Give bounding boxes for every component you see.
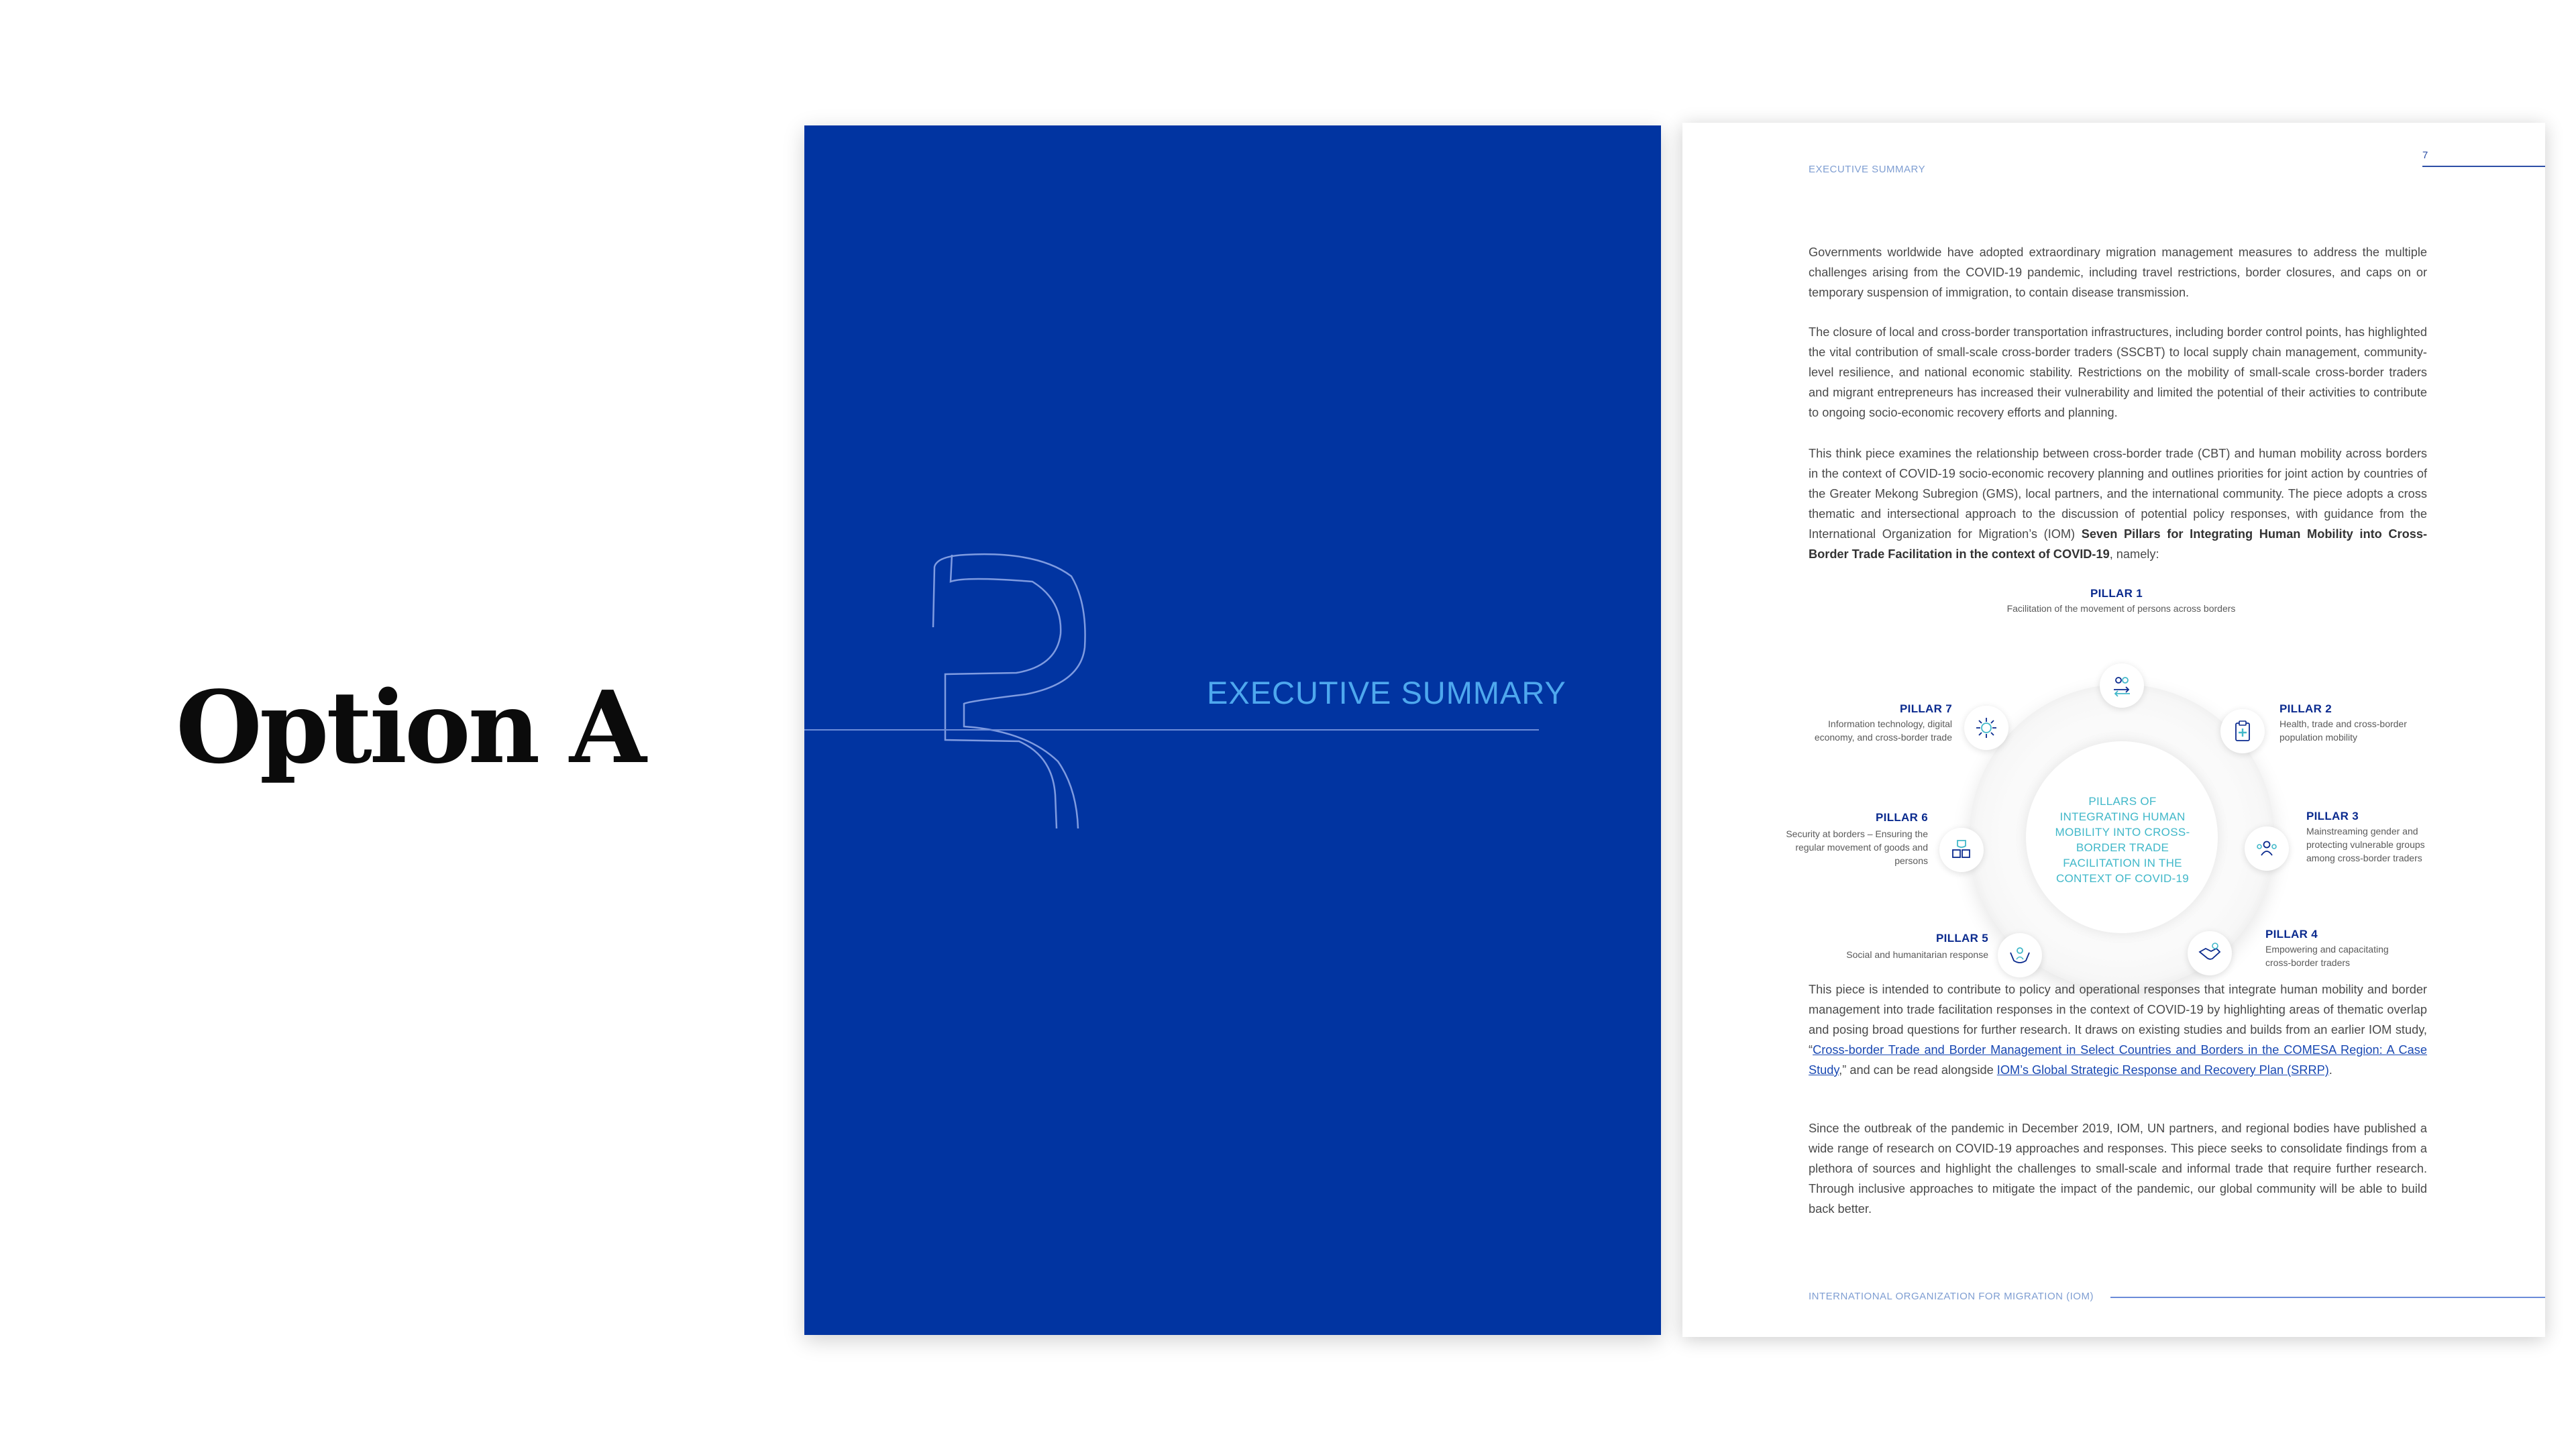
chapter-divider-line: [804, 729, 1539, 731]
paragraph-4-mid: ,” and can be read alongside: [1839, 1063, 1997, 1077]
group-icon: [2245, 826, 2289, 871]
digital-chip-icon: [1964, 706, 2008, 750]
option-label: Option A: [176, 669, 644, 786]
paragraph-3: [1809, 443, 2427, 564]
pillar-4-title: PILLAR 4: [2265, 928, 2318, 941]
srrp-link[interactable]: IOM’s Global Strategic Response and Recovery Plan (SRRP): [1996, 1063, 2329, 1077]
paragraph-4-text: This piece is intended to contribute to policy and operational responses that integrate human mobility and border management into trade facilitation responses in the context of COVID-19 by highlighting areas of thematic overlap and posing broad questions for further research. It draws on existing studies and builds from an earlier IOM study, “: [1809, 983, 2427, 1057]
pillar-2-title: PILLAR 2: [2279, 702, 2332, 715]
paragraph-2: The closure of local and cross-border transportation infrastructures, including border control points, has highlighted the vital contribution of small-scale cross-border traders (SSCBT) to local supply chain management, community-level resilience, and national economic stability. Restrictions on the mobility of small-scale cross-border traders and migrant entrepreneurs has increased their vulnerability and limited the potential of their activities to contribute to ongoing socio-economic recovery efforts and planning.: [1809, 325, 2427, 419]
health-clipboard-icon: [2220, 709, 2265, 753]
pillar-1-title: PILLAR 1: [2090, 587, 2143, 600]
page-number: 7: [2422, 150, 2428, 161]
people-exchange-icon: [2100, 663, 2144, 708]
pillar-7-title: PILLAR 7: [1900, 702, 1952, 715]
chapter-cover-page: [804, 125, 1661, 1335]
paragraph-1: Governments worldwide have adopted extraordinary migration management measures to address the multiple challenges arising from the COVID-19 pandemic, including travel restrictions, border closures, and caps on or temporary suspension of immigration, to contain disease transmission.: [1809, 246, 2427, 299]
pillar-3-title: PILLAR 3: [2306, 810, 2359, 822]
pillar-1-desc: Facilitation of the movement of persons across borders: [2006, 603, 2236, 614]
footer-rule: [2110, 1297, 2545, 1298]
security-boxes-icon: [1939, 828, 1984, 872]
pillar-5-title: PILLAR 5: [1936, 932, 1988, 945]
hands-person-icon: [1998, 933, 2042, 977]
paragraph-5: Since the outbreak of the pandemic in December 2019, IOM, UN partners, and regional bodies have published a wide range of research on COVID-19 approaches and responses. This piece seeks to consolidate findings from a plethora of sources and highlight the challenges to small-scale and informal trade that require further research. Through inclusive approaches to mitigate the impact of the pandemic, our global community will be able to build back better.: [1809, 1122, 2427, 1216]
chapter-numeral-graphic: [925, 515, 1093, 837]
pillars-center-text: PILLARS OF INTEGRATING HUMAN MOBILITY INTO CROSS-BORDER TRADE FACILITATION IN THE CONTEXT OF COVID-19: [2055, 795, 2190, 885]
paragraph-4-end: .: [2328, 1063, 2332, 1077]
running-head: EXECUTIVE SUMMARY: [1809, 164, 1926, 175]
page-footer: INTERNATIONAL ORGANIZATION FOR MIGRATION (IOM): [1809, 1291, 2094, 1302]
pillar-6-title: PILLAR 6: [1876, 811, 1928, 824]
executive-summary-page: [1682, 123, 2545, 1337]
paragraph-3-text: This think piece examines the relationship between cross-border trade (CBT) and human mobility across borders in the context of COVID-19 socio-economic recovery planning and outlines priorities for joint action by countries of the Greater Mekong Subregion (GMS), local partners, and the international community. The piece adopts a cross thematic and intersectional approach to the discussion of potential policy responses, with guidance from the International Organization for Migration’s (IOM): [1809, 447, 2427, 541]
paragraph-4: [1809, 979, 2427, 1080]
chapter-title: EXECUTIVE SUMMARY: [1207, 675, 1566, 710]
header-rule: [2422, 166, 2545, 167]
pillar-7-desc: Information technology, digital economy, and cross-border trade: [1814, 718, 1952, 743]
pillars-diagram: [1682, 586, 2545, 968]
pillar-6-desc: Security at borders – Ensuring the regular movement of goods and persons: [1786, 828, 1928, 866]
pillar-3-desc: Mainstreaming gender and protecting vulnerable groups among cross-border traders: [2306, 826, 2425, 863]
seven-pillars-emphasis: Seven Pillars for Integrating Human Mobility into Cross-Border Trade Facilitation in the context of COVID-19: [1809, 527, 2427, 561]
comesa-study-link[interactable]: Cross-border Trade and Border Management in Select Countries and Borders in the COMESA Region: A Case Study: [1809, 1043, 2427, 1077]
pillar-2-desc: Health, trade and cross-border population mobility: [2279, 718, 2407, 743]
handshake-icon: [2188, 931, 2232, 975]
pillar-4-desc: Empowering and capacitating cross-border traders: [2265, 944, 2389, 968]
pillar-5-desc: Social and humanitarian response: [1846, 949, 1988, 960]
paragraph-3-end: , namely:: [2109, 547, 2159, 561]
